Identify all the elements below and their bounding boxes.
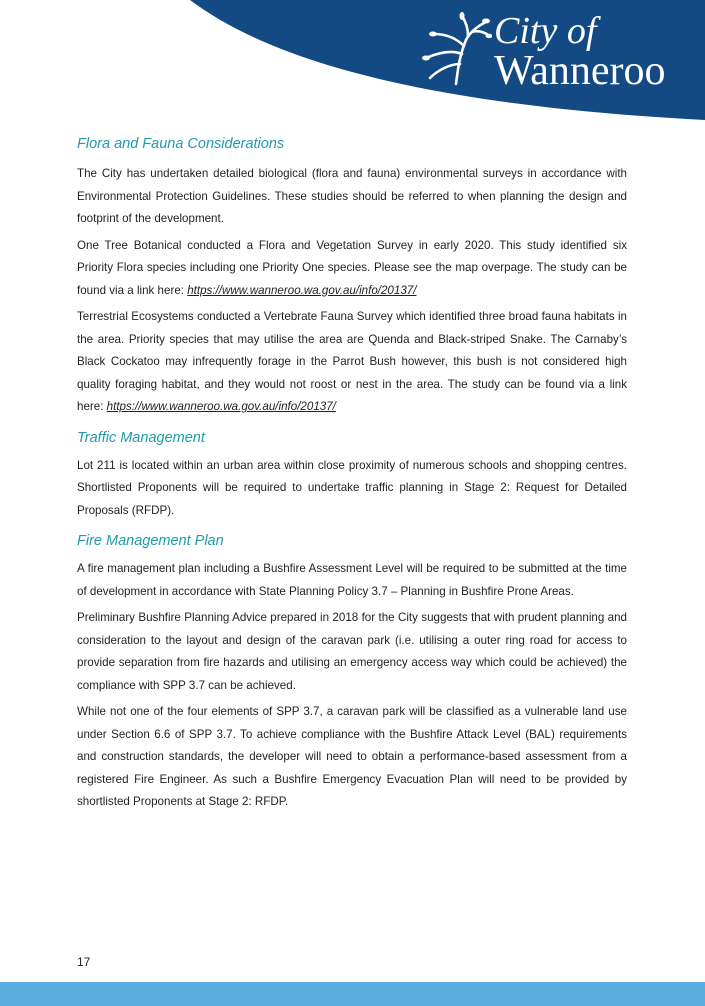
paragraph-flora-survey <box>77 235 627 303</box>
logo-text-wanneroo: Wanneroo <box>494 48 666 94</box>
paragraph-fauna-survey <box>77 306 627 419</box>
fauna-survey-link[interactable]: https://www.wanneroo.wa.gov.au/info/20137/ <box>106 400 336 413</box>
flora-survey-link[interactable]: https://www.wanneroo.wa.gov.au/info/20137/ <box>187 283 417 297</box>
logo-text-city-of: City of <box>494 10 597 52</box>
kangaroo-paw-icon <box>420 12 492 86</box>
footer-bar <box>0 982 705 1006</box>
paragraph-flora-intro: The City has undertaken detailed biological (flora and fauna) environmental surveys in accordance with Environmental Protection Guidelines. These studies should be referred to when planning the design and footprint of the development. <box>77 167 627 225</box>
page-number: 17 <box>77 955 91 969</box>
heading-flora-fauna: Flora and Fauna Considerations <box>77 136 285 152</box>
paragraph-fauna-survey-text: Terrestrial Ecosystems conducted a Vertebrate Fauna Survey which identified three broad fauna habitats in the area. Priority species that may utilise the area are Quenda and Black-striped Snake. The Carnaby’s Black Cockatoo may infrequently forage in the Parrot Bush however, this bush is not considered high quality foraging habitat, and they would not roost or nest in the area. The study can be found via a link here: <box>77 310 627 413</box>
paragraph-traffic: Lot 211 is located within an urban area within close proximity of numerous schools and shopping centres. Shortlisted Proponents will be required to undertake traffic planning in Stage 2: Request for Detailed Proposals (RFDP). <box>77 458 627 517</box>
heading-traffic-management: Traffic Management <box>77 429 205 446</box>
main-content <box>77 133 627 818</box>
heading-fire-management: Fire Management Plan <box>77 533 224 549</box>
paragraph-fire-vulnerable-use: While not one of the four elements of SPP 3.7, a caravan park will be classified as a vulnerable land use under Section 6.6 of SPP 3.7. To achieve compliance with the Bushfire Attack Level (BAL) requirements and construction standards, the developer will need to obtain a performance-based assessment from a registered Fire Engineer. As such a Bushfire Emergency Evacuation Plan will need to be provided by shortlisted Proponents at Stage 2: RFDP. <box>77 705 627 808</box>
paragraph-fire-advice: Preliminary Bushfire Planning Advice prepared in 2018 for the City suggests that with prudent planning and consideration to the layout and design of the caravan park (i.e. utilising a outer ring road for access to provide separation from fire hazards and utilising an emergency access way which could be achieved) the compliance with SPP 3.7 can be achieved. <box>77 611 627 692</box>
paragraph-flora-survey-text: One Tree Botanical conducted a Flora and Vegetation Survey in early 2020. This study identified six Priority Flora species including one Priority One species. Please see the map overpage. The study can be found via a link here: <box>77 238 627 297</box>
paragraph-fire-plan: A fire management plan including a Bushfire Assessment Level will be required to be submitted at the time of development in accordance with State Planning Policy 3.7 – Planning in Bushfire Prone Areas. <box>77 562 627 598</box>
